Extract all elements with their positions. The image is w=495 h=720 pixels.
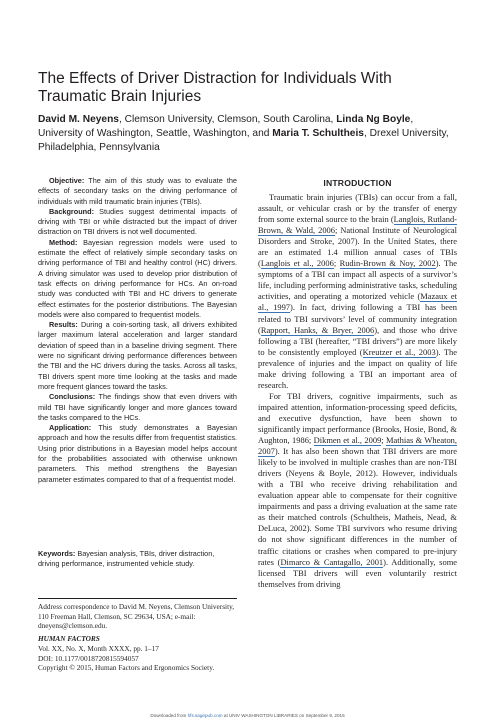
introduction-body bbox=[258, 192, 457, 590]
footer-text: Downloaded from bbox=[150, 713, 188, 718]
body-text: ; bbox=[333, 258, 340, 269]
intro-paragraph bbox=[258, 391, 457, 590]
body-text: ). In fact, driving following a TBI has been related to TBI survivors’ level of community integration ( bbox=[258, 302, 457, 335]
abstract-application bbox=[38, 423, 237, 485]
author-list bbox=[38, 113, 458, 156]
citation-link[interactable]: Langlois, Rutland-Brown, & Wald, 2006 bbox=[258, 214, 457, 236]
journal-name: HUMAN FACTORS bbox=[38, 634, 100, 643]
abstract-label: Method: bbox=[49, 237, 78, 247]
journal-copyright: Copyright © 2015, Human Factors and Ergonomics Society. bbox=[38, 663, 215, 673]
abstract-label: Results: bbox=[49, 320, 78, 330]
citation-link[interactable]: Rapport, Hanks, & Bryer, 2006 bbox=[260, 324, 375, 335]
download-footer bbox=[0, 713, 495, 719]
abstract-text: The findings show that even drivers with mild TBI have significantly longer and more glances toward the tasks compared to the HCs. bbox=[38, 392, 237, 422]
author-name: Linda Ng Boyle bbox=[336, 114, 411, 125]
keywords-text: Bayesian analysis, TBIs, driver distraction, driving performance, instrumented vehicle study. bbox=[38, 549, 215, 569]
journal-info bbox=[38, 634, 237, 673]
abstract-results bbox=[38, 320, 237, 392]
abstract-label: Conclusions: bbox=[49, 392, 96, 402]
abstract-label: Application: bbox=[49, 423, 92, 433]
abstract-method bbox=[38, 238, 237, 320]
body-text: For TBI drivers, cognitive impairments, such as impaired attention, information-processing speed deficits, and executive dysfunction, have been shown to significantly impact performance (Brooks, Hosie, Bond, & Aughton, 1986; bbox=[258, 390, 457, 446]
abstract-text: Studies suggest detrimental impacts of driving with TBI or while distracted but the impact of driver distraction on TBI drivers is not well documented. bbox=[38, 206, 237, 237]
citation-link[interactable]: Langlois et al., 2006 bbox=[260, 258, 334, 269]
author-affiliation: , University of Washington, Seattle, Washington, and bbox=[38, 114, 414, 140]
body-text: ). The prevalence of injuries and the impact on quality of life make driving following a TBI an important area of research. bbox=[258, 346, 457, 390]
abstract-label: Background: bbox=[49, 206, 94, 216]
body-text: ). The symptoms of a TBI can impact all aspects of a survivor’s life, including performing administrative tasks, scheduling activities, and operating a motorized vehicle ( bbox=[258, 258, 457, 302]
abstract-objective bbox=[38, 176, 237, 207]
keywords-label: Keywords: bbox=[38, 549, 76, 558]
citation-link[interactable]: Mazaux et al., 1997 bbox=[258, 291, 457, 313]
body-text: ), and those who drive following a TBI (hereafter, “TBI drivers”) are more likely to be consistently employed ( bbox=[258, 324, 457, 357]
body-text: Traumatic brain injuries (TBIs) can occur from a fall, assault, or vehicular crash or by the transfer of energy from some external source to the brain ( bbox=[258, 192, 457, 225]
abstract-conclusions bbox=[38, 392, 237, 423]
author-name: David M. Neyens bbox=[38, 114, 119, 125]
abstract-text: The aim of this study was to evaluate the effects of secondary tasks on the driving performance of individuals with mild traumatic brain injuries (TBIs). bbox=[38, 176, 237, 206]
abstract-text: This study demonstrates a Bayesian approach and how the results differ from frequentist statistics. Using prior distributions in a Bayesian model helps account for the probabilities associated with otherwise unknown parameters. This method strengthens the Bayesian parameter estimates compared to that of a frequentist model. bbox=[38, 423, 237, 484]
footer-link[interactable]: hfs.sagepub.com bbox=[187, 713, 223, 718]
intro-paragraph bbox=[258, 192, 457, 391]
correspondence-note: Address correspondence to David M. Neyens, Clemson University, 110 Freeman Hall, Clemson, SC 29634, USA; e-mail: dneyens@clemson.edu. bbox=[38, 602, 235, 631]
journal-volume: Vol. XX, No. X, Month XXXX, pp. 1–17 bbox=[38, 643, 159, 653]
footnote-divider bbox=[38, 598, 237, 599]
abstract-text: Bayesian regression models were used to estimate the effect of relatively simple secondary tasks on driving performance of TBI and healthy control (HC) drivers. A driving simulator was used to develop prior distribution of task effects on driving performance for HCs. An on-road study was conducted with TBI and HC drivers to generate effect estimates for the posterior distributions. The Bayesian models were also compared to frequentist models. bbox=[38, 237, 237, 319]
body-text: ). Additionally, some licensed TBI drivers will even voluntarily restrict themselves from driving bbox=[258, 556, 457, 589]
body-text: ; bbox=[381, 435, 387, 446]
abstract bbox=[38, 176, 237, 485]
citation-link[interactable]: Dikmen et al., 2009 bbox=[313, 435, 382, 446]
abstract-label: Objective: bbox=[49, 176, 85, 185]
article-title: The Effects of Driver Distraction for Individuals With Traumatic Brain Injuries bbox=[38, 70, 392, 105]
citation-link[interactable]: Kreutzer et al., 2003 bbox=[362, 346, 436, 357]
citation-link[interactable]: Mathias & Wheaton, 2007 bbox=[258, 435, 457, 457]
journal-doi: DOI: 10.1177/0018720815594057 bbox=[38, 653, 139, 663]
section-heading: INTRODUCTION bbox=[323, 178, 392, 188]
body-text: ; National Institute of Neurological Disorders and Stroke, 2007). In the United States, there are an estimated 1.4 million annual cases of TBIs ( bbox=[258, 225, 457, 269]
body-text: ). It has also been shown that TBI drivers are more likely to be involved in multiple crashes than are non-TBI drivers (Neyens & Boyle, 2012). However, individuals with a TBI who receive driving rehabilitation and evaluation appear able to compensate for their cognitive impairments and pass a driving evaluation at the same rate as their matched controls (Schultheis, Matheis, Nead, & DeLuca, 2002). Some TBI survivors who resume driving do not show significant differences in the number of traffic citations or crashes when compared to pre-injury rates ( bbox=[258, 446, 457, 567]
keywords bbox=[38, 549, 237, 570]
abstract-text: During a coin-sorting task, all drivers exhibited larger maximum lateral acceleration and larger standard deviation of speed than in a baseline driving segment. There were no significant driving performance differences between the TBI and the HC drivers during the tasks. Across all tasks, TBI drivers spent more time looking at the tasks and made more frequent glances toward the tasks. bbox=[38, 320, 237, 391]
citation-link[interactable]: Rudin-Brown & Noy, 2002 bbox=[339, 258, 436, 269]
abstract-background bbox=[38, 207, 237, 238]
author-affiliation: , Drexel University, Philadelphia, Pennsylvania bbox=[38, 128, 449, 154]
citation-link[interactable]: Dimarco & Cantagallo, 2001 bbox=[280, 556, 384, 567]
author-affiliation: , Clemson University, Clemson, South Carolina, bbox=[118, 114, 337, 125]
footer-text: at UNIV WASHINGTON LIBRARIES on September 9, 2015 bbox=[222, 713, 345, 718]
author-name: Maria T. Schultheis bbox=[272, 128, 364, 140]
